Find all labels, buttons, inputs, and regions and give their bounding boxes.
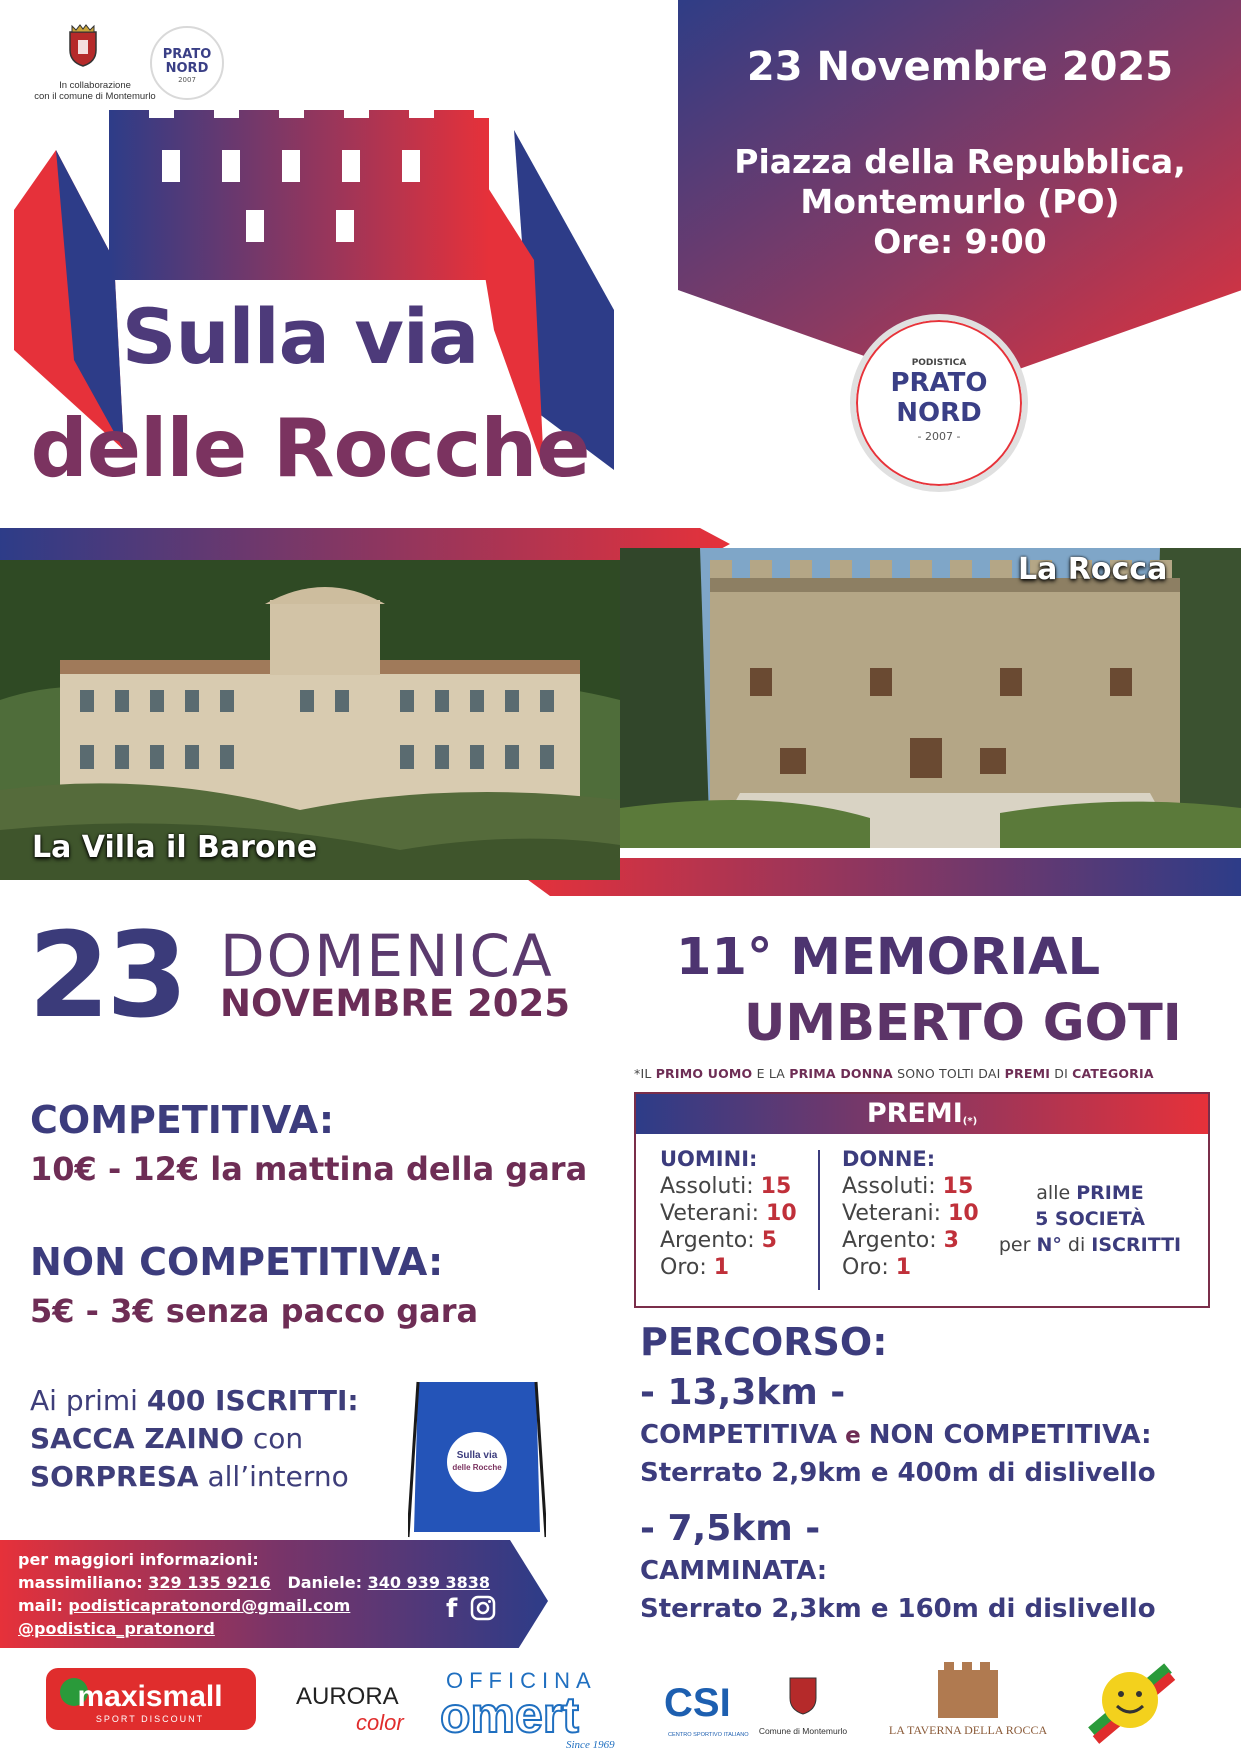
prize-row: Oro: 1 xyxy=(842,1255,912,1280)
prize-societies: alle PRIME 5 SOCIETÀ per N° di ISCRITTI xyxy=(998,1182,1182,1256)
social-icons[interactable] xyxy=(446,1594,496,1624)
prize-row: Veterani: 10 xyxy=(660,1201,797,1226)
prize-row: Assoluti: 15 xyxy=(660,1174,792,1199)
officina-name: OFFICINA xyxy=(446,1668,597,1693)
sponsor-bar xyxy=(0,1648,1241,1754)
prize-row: Argento: 5 xyxy=(660,1228,777,1253)
facebook-icon[interactable]: f xyxy=(446,1594,458,1624)
event-weekday: DOMENICA xyxy=(220,922,554,990)
instagram-icon[interactable] xyxy=(470,1595,496,1621)
route-long-detail: Sterrato 2,9km e 400m di dislivello xyxy=(640,1458,1156,1488)
prize-men-column: UOMINI: Assoluti: 15 Veterani: 10 Argento: 5 Oro: 1 xyxy=(660,1147,797,1280)
event-day-number: 23 xyxy=(28,906,185,1044)
memorial-line2: UMBERTO GOTI xyxy=(744,994,1182,1053)
maxismall-name: maxismall xyxy=(77,1680,223,1713)
instagram-handle[interactable]: @podistica_pratonord xyxy=(18,1619,215,1638)
aurora-name: AURORA xyxy=(296,1683,399,1710)
email-link[interactable]: podisticapratonord@gmail.com xyxy=(68,1596,351,1615)
banner-place: Piazza della Repubblica, Montemurlo (PO) Ore: 9:00 xyxy=(734,142,1186,261)
maxismall-sub: SPORT DISCOUNT xyxy=(95,1714,205,1724)
villa-il-barone-label: La Villa il Barone xyxy=(32,830,318,865)
route-short-detail: Sterrato 2,3km e 160m di dislivello xyxy=(640,1594,1156,1624)
phone-daniele[interactable]: 340 939 3838 xyxy=(367,1573,491,1592)
prize-heading: PREMI(*) xyxy=(636,1094,1208,1134)
prize-women-column: DONNE: Assoluti: 15 Veterani: 10 Argento: 3 Oro: 1 xyxy=(842,1147,979,1280)
omert-since: Since 1969 xyxy=(566,1739,615,1751)
competitive-fee: 10€ - 12€ la mattina della gara xyxy=(30,1150,588,1188)
event-title-line1: Sulla via xyxy=(121,292,479,381)
route-short-distance: - 7,5km - xyxy=(640,1508,821,1549)
phone-massimiliano[interactable]: 329 135 9216 xyxy=(148,1573,271,1592)
banner-date: 23 Novembre 2025 xyxy=(746,44,1174,90)
montemurlo-crest-icon xyxy=(64,24,102,68)
aurora-color: color xyxy=(356,1710,404,1735)
prize-row: Argento: 3 xyxy=(842,1228,959,1253)
competitive-heading: COMPETITIVA: xyxy=(30,1098,335,1142)
route-short-category: CAMMINATA: xyxy=(640,1556,828,1586)
bag-logo-line1: Sulla via xyxy=(456,1450,498,1461)
prize-row: Oro: 1 xyxy=(660,1255,730,1280)
comune-name: Comune di Montemurlo xyxy=(758,1726,848,1736)
route-heading: PERCORSO: xyxy=(640,1320,888,1364)
csi-name: CSI xyxy=(664,1681,731,1725)
route-long-categories: COMPETITIVA e NON COMPETITIVA: xyxy=(640,1420,1152,1450)
prato-nord-small-logo: PRATO NORD 2007 xyxy=(150,26,224,100)
drawstring-bag-icon xyxy=(408,1372,546,1544)
prize-divider xyxy=(818,1150,820,1290)
gift-announcement: Ai primi 400 ISCRITTI: SACCA ZAINO con SORPRESA all’interno xyxy=(30,1384,359,1493)
prize-row: Veterani: 10 xyxy=(842,1201,979,1226)
prize-note: *IL PRIMO UOMO E LA PRIMA DONNA SONO TOLTI DAI PREMI DI CATEGORIA xyxy=(634,1066,1154,1081)
memorial-line1: 11° MEMORIAL xyxy=(676,928,1101,987)
event-title-line2: delle Rocche xyxy=(30,402,590,495)
maxismall-logo xyxy=(46,1668,256,1730)
csi-sub: CENTRO SPORTIVO ITALIANO xyxy=(668,1732,749,1738)
contact-info: per maggiori informazioni: massimiliano: 329 135 9216 Daniele: 340 939 3838 mail: podisticapratonord@gmail.com @podistica_pratonord xyxy=(18,1550,491,1638)
route-long-distance: - 13,3km - xyxy=(640,1372,846,1413)
collaboration-note: In collaborazione con il comune di Montemurlo xyxy=(34,80,156,102)
bag-logo-line2: delle Rocche xyxy=(452,1463,502,1472)
la-rocca-label: La Rocca xyxy=(1018,552,1168,587)
prize-row: Assoluti: 15 xyxy=(842,1174,974,1199)
noncompetitive-heading: NON COMPETITIVA: xyxy=(30,1240,444,1284)
taverna-name: LA TAVERNA DELLA ROCCA xyxy=(888,1723,1048,1737)
la-rocca-photo xyxy=(620,548,1241,848)
event-month-year: NOVEMBRE 2025 xyxy=(220,982,570,1025)
omert-name: omert xyxy=(440,1687,579,1743)
noncompetitive-fee: 5€ - 3€ senza pacco gara xyxy=(30,1292,479,1330)
podistica-prato-nord-logo: PODISTICA PRATO NORD - 2007 - xyxy=(850,314,1028,492)
